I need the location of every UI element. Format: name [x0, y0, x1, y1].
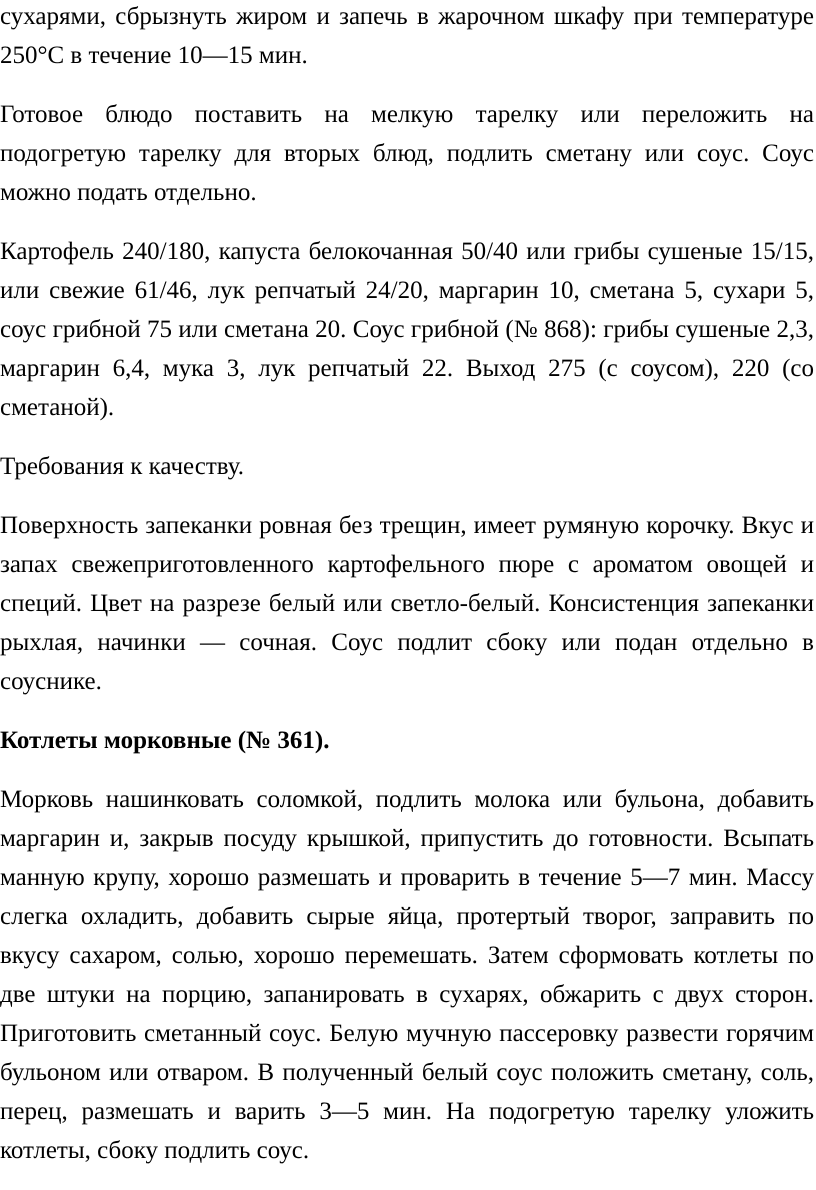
paragraph-baking-continuation: сухарями, сбрызнуть жиром и запечь в жарочном шкафу при температуре 250°С в течение 10—15 мин. [0, 3, 814, 69]
paragraph-recipe: Морковь нашинковать соломкой, подлить молока или бульона, добавить маргарин и, закрыв посуду крышкой, припустить до готовности. Всыпать манную крупу, хорошо размешать и проварить в течение 5—7 мин. Массу слегка охладить, добавить сырые яйца, протертый творог, заправить по вкусу сахаром, солью, хорошо перемешать. Затем сформовать котлеты по две штуки на порцию, запанировать в сухарях, обжарить с двух сторон. Приготовить сметанный соус. Белую мучную пассеровку развести горячим бульоном или отваром. В полученный белый соус положить сметану, соль, перец, размешать и варить 3—5 мин. На подогретую тарелку уложить котлеты, сбоку подлить соус. [0, 786, 814, 1164]
paragraph-quality-description: Поверхность запеканки ровная без трещин, имеет румяную корочку. Вкус и запах свежеприготовленного картофельного пюре с ароматом овощей и специй. Цвет на разрезе белый или светло-белый. Консистенция запеканки рыхлая, начинки — сочная. Соус подлит сбоку или подан отдельно в соуснике. [0, 512, 814, 695]
paragraph-serving: Готовое блюдо поставить на мелкую тарелку или переложить на подогретую тарелку для вторых блюд, подлить сметану или соус. Соус можно подать отдельно. [0, 101, 814, 206]
paragraph-quality-heading: Требования к качеству. [0, 453, 244, 480]
section-heading: Котлеты морковные (№ 361). [0, 727, 330, 754]
paragraph-ingredients: Картофель 240/180, капуста белокочанная 50/40 или грибы сушеные 15/15, или свежие 61/46, лук репчатый 24/20, маргарин 10, сметана 5, сухари 5, соус грибной 75 или сметана 20. Соус грибной (№ 868): грибы сушеные 2,3, маргарин 6,4, мука 3, лук репчатый 22. Выход 275 (с соусом), 220 (со сметаной). [0, 238, 814, 421]
